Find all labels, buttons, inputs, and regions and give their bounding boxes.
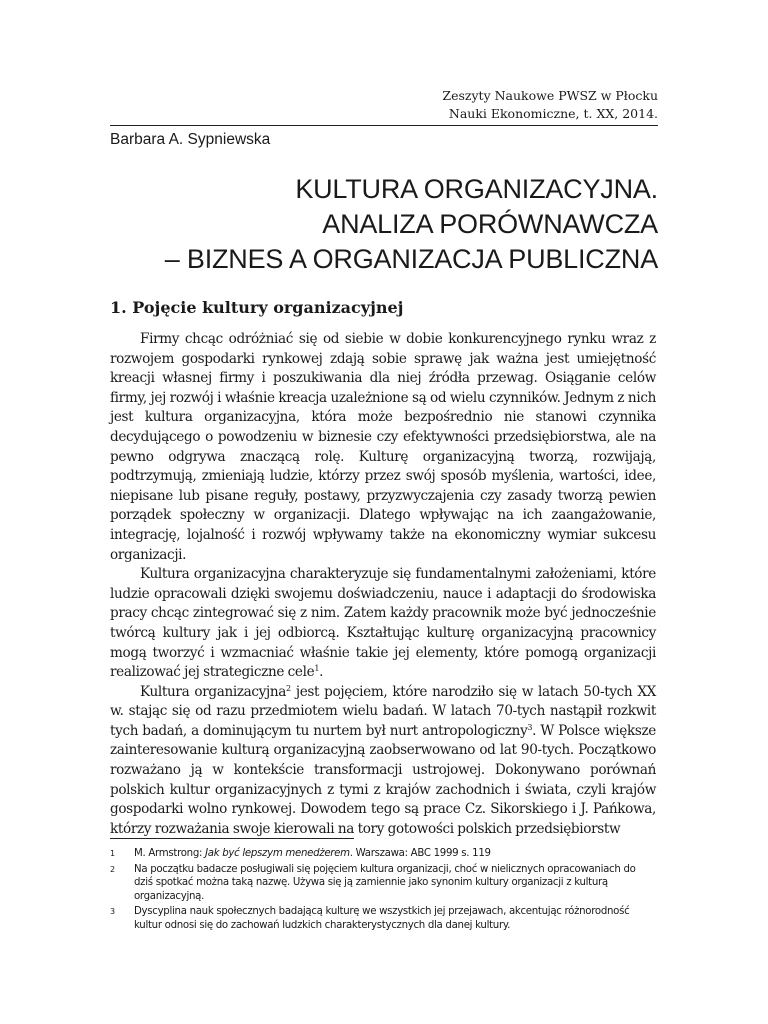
footnote-1-title: Jak być lepszym menedżerem xyxy=(205,848,350,859)
footnote-1-publisher: . Warszawa: ABC 1999 s. 119 xyxy=(349,848,491,859)
footnote-1-author: M. Armstrong: xyxy=(134,848,206,859)
title-line-3: – BIZNES A ORGANIZACJA PUBLICZNA xyxy=(164,244,658,274)
paragraph-2-end: . xyxy=(319,664,324,681)
section-heading: 1. Pojęcie kultury organizacyjnej xyxy=(110,298,404,317)
footnote-rule xyxy=(110,838,354,839)
footnote-1 xyxy=(110,847,656,861)
footnote-3 xyxy=(110,905,656,932)
header-rule xyxy=(110,125,658,126)
journal-header xyxy=(442,87,658,123)
footnote-ref-2: 2 xyxy=(286,683,291,693)
body-text xyxy=(110,330,656,839)
footnote-ref-1: 1 xyxy=(314,664,320,674)
footnote-2-text: Na początku badacze posługiwali się pojęciem kultura organizacji, choć w nielicznych opracowaniach do dziś spotkać można taką nazwę. Używa się ją zamiennie jako synonim kultury organizacji z kulturą organizacyjną. xyxy=(134,863,636,902)
title-line-2: ANALIZA PORÓWNAWCZA xyxy=(322,209,658,239)
footnote-3-mark: 3 xyxy=(110,907,116,917)
article-title xyxy=(165,172,658,277)
paragraph-1: Firmy chcąc odróżniać się od siebie w dobie konkurencyjnego rynku wraz z rozwojem gospodarki rynkowej zdają sobie sprawę jak ważna jest umiejętność kreacji własnej firmy i poszukiwania dla niej źródła przewag. Osiąganie celów firmy, jej rozwój i właśnie kreacja uzależnione są od wielu czynników. Jednym z nich jest kultura organizacyjna, która może bezpośrednio nie stanowi czynnika decydującego o powodzeniu w biznesie czy efektywności przedsiębiorstwa, ale na pewno odgrywa znaczącą rolę. Kulturę organizacyjną tworzą, rozwijają, podtrzymują, zmieniają ludzie, którzy przez swój sposób myślenia, wartości, idee, niepisane lub pisane reguły, postawy, przyzwyczajenia czy zasady tworzą pewien porządek społeczny w organizacji. Dlatego wpływając na ich zaangażowanie, integrację, lojalność i rozwój wpływamy także na ekonomiczny wymiar sukcesu organizacji. xyxy=(110,331,656,563)
footnote-2-mark: 2 xyxy=(110,864,116,874)
paragraph-3-end: . W Polsce większe zainteresowanie kulturą organizacyjną zaobserwowano od lat 90-tych. Początkowo rozważano ją w kontekście transformacji ustrojowej. Dokonywano porównań polskich kultur organizacyjnych z tymi z krajów zachodnich i świata, czyli krajów gospodarki wolno rynkowej. Dowodem tego są prace Cz. Sikorskiego i J. Pańkowa, którzy rozważania swoje kierowali na tory gotowości polskich przedsiębiorstw xyxy=(110,722,657,837)
journal-volume: Nauki Ekonomiczne, t. XX, 2014. xyxy=(448,106,658,121)
journal-name: Zeszyty Naukowe PWSZ w Płocku xyxy=(442,88,658,103)
footnote-ref-3: 3 xyxy=(527,722,533,732)
paragraph-2 xyxy=(110,565,656,683)
paragraph-3-start: Kultura organizacyjna xyxy=(140,683,287,700)
paragraph-3-middle: jest pojęciem, które narodziło się w latach 50-tych XX w. stając się od razu przedmiotem wielu badań. W latach 70-tych nastąpił rozkwit tych badań, a dominującym tu nurtem był nurt antropologiczny xyxy=(110,683,656,739)
footnote-1-text xyxy=(134,847,656,861)
paragraph-2-text: Kultura organizacyjna charakteryzuje się fundamentalnymi założeniami, które ludzie opracowali dzięki swojemu doświadczeniu, nauce i adaptacji do środowiska pracy chcąc zintegrować się z nim. Zatem każdy pracownik może być jednocześnie twórcą kultury jak i jej odbiorcą. Kształtując kulturę organizacyjną pracownicy mogą tworzyć i wzmacniać właśnie takie jej elementy, które pomogą organizacji realizować jej strategiczne cele xyxy=(110,566,656,681)
title-line-1: KULTURA ORGANIZACYJNA. xyxy=(295,174,658,204)
author-name: Barbara A. Sypniewska xyxy=(110,131,271,148)
footnote-3-text: Dyscyplina nauk społecznych badającą kulturę we wszystkich jej przejawach, akcentując różnorodność kultur odnosi się do zachowań ludzkich charakterystycznych dla danej kultury. xyxy=(134,906,630,931)
footnote-1-mark: 1 xyxy=(110,849,116,858)
footnote-2 xyxy=(110,863,656,904)
footnotes xyxy=(110,847,656,935)
paragraph-3 xyxy=(110,683,656,840)
